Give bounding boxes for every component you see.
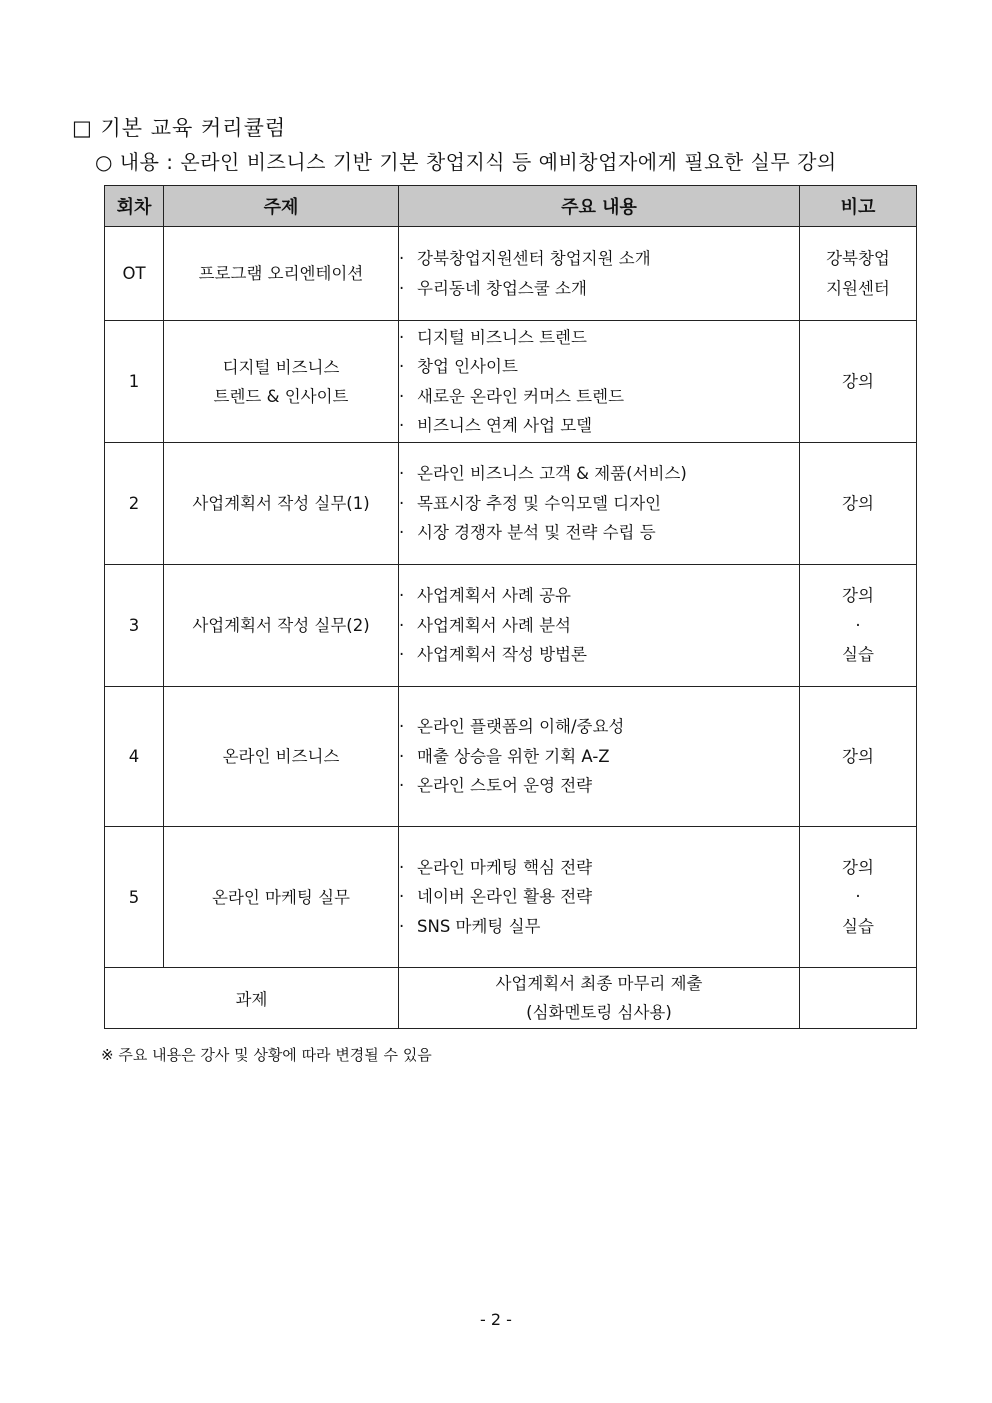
bullet-dot: · (399, 586, 405, 606)
table-row (105, 321, 917, 443)
table-row (105, 227, 917, 321)
topic-line: 디지털 비즈니스 (222, 357, 340, 377)
content-item (399, 640, 799, 670)
note-line: 강의 (842, 746, 874, 766)
content-text: 온라인 플랫폼의 이해/중요성 (417, 717, 625, 737)
bullet-dot: · (399, 776, 405, 796)
session-cell: 1 (105, 321, 164, 443)
note-line: · (855, 887, 861, 907)
header-note: 비고 (800, 186, 917, 227)
assignment-row (105, 968, 917, 1029)
assignment-note (800, 968, 917, 1029)
content-item (399, 581, 799, 611)
table-row (105, 687, 917, 827)
contents-cell (399, 687, 800, 827)
section-heading: □ 기본 교육 커리큘럼 (72, 116, 287, 140)
content-text: 목표시장 추정 및 수익모델 디자인 (417, 493, 662, 513)
table-row (105, 443, 917, 565)
content-item (399, 771, 799, 801)
topic-cell (164, 565, 399, 687)
table-row (105, 827, 917, 968)
bullet-dot: · (399, 916, 405, 936)
content-text: 비즈니스 연계 사업 모델 (417, 416, 593, 435)
session-cell: 2 (105, 443, 164, 565)
assignment-content (399, 968, 800, 1029)
bullet-dot: · (399, 746, 405, 766)
content-item (399, 882, 799, 912)
session-cell: 5 (105, 827, 164, 968)
contents-cell (399, 227, 800, 321)
contents-cell (399, 565, 800, 687)
header-session: 회차 (105, 186, 164, 227)
session-cell: 4 (105, 687, 164, 827)
content-text: 시장 경쟁자 분석 및 전략 수립 등 (417, 523, 656, 543)
contents-cell (399, 827, 800, 968)
content-item (399, 712, 799, 742)
content-item (399, 853, 799, 883)
content-item (399, 352, 799, 382)
topic-cell (164, 321, 399, 443)
note-cell (800, 321, 917, 443)
topic-cell (164, 827, 399, 968)
content-text: 디지털 비즈니스 트렌드 (417, 327, 587, 347)
note-cell (800, 565, 917, 687)
topic-line: 트렌드 & 인사이트 (213, 386, 349, 406)
session-cell: OT (105, 227, 164, 321)
header-topic: 주제 (164, 186, 399, 227)
topic-line: 프로그램 오리엔테이션 (198, 264, 364, 283)
topic-cell (164, 227, 399, 321)
topic-line: 사업계획서 작성 실무(2) (192, 616, 370, 635)
content-text: 매출 상승을 위한 기획 A-Z (417, 746, 610, 766)
content-item (399, 244, 799, 274)
content-item (399, 382, 799, 412)
bullet-dot: · (399, 857, 405, 877)
topic-line: 온라인 비즈니스 (222, 747, 340, 766)
assignment-label: 과제 (105, 968, 399, 1029)
note-cell (800, 687, 917, 827)
bullet-dot: · (399, 327, 405, 347)
note-line: 강의 (842, 371, 874, 391)
bullet-dot: · (399, 386, 405, 406)
table-row (105, 565, 917, 687)
note-line: 실습 (842, 645, 874, 665)
bullet-dot: · (399, 464, 405, 484)
note-line: 지원센터 (826, 278, 890, 298)
content-text: 사업계획서 사례 공유 (417, 586, 571, 606)
bullet-dot: · (399, 249, 405, 268)
note-line: 실습 (842, 916, 874, 936)
topic-line: 온라인 마케팅 실무 (211, 887, 350, 907)
content-text: 새로운 온라인 커머스 트렌드 (417, 386, 625, 406)
section-description: ○ 내용 : 온라인 비즈니스 기반 기본 창업지식 등 예비창업자에게 필요한 실무 강의 (95, 150, 837, 174)
content-item (399, 411, 799, 441)
content-text: 온라인 비즈니스 고객 & 제품(서비스) (417, 464, 687, 484)
content-text: 강북창업지원센터 창업지원 소개 (417, 249, 651, 268)
bullet-dot: · (399, 357, 405, 376)
assignment-line: 사업계획서 최종 마무리 제출 (495, 973, 703, 993)
note-line: · (855, 615, 861, 635)
bullet-dot: · (399, 717, 405, 737)
bullet-dot: · (399, 278, 405, 298)
content-text: 우리동네 창업스쿨 소개 (417, 278, 587, 298)
note-cell (800, 227, 917, 321)
content-text: SNS 마케팅 실무 (417, 916, 541, 936)
note-cell (800, 443, 917, 565)
content-item (399, 323, 799, 353)
header-contents: 주요 내용 (399, 186, 800, 227)
bullet-dot: · (399, 416, 405, 435)
footnote: ※ 주요 내용은 강사 및 상황에 따라 변경될 수 있음 (101, 1046, 432, 1064)
content-text: 창업 인사이트 (417, 357, 518, 376)
bullet-dot: · (399, 645, 405, 665)
assignment-line: (심화멘토링 심사용) (526, 1003, 672, 1022)
content-item (399, 611, 799, 641)
bullet-dot: · (399, 887, 405, 907)
content-text: 온라인 스토어 운영 전략 (417, 776, 593, 796)
page-number: - 2 - (480, 1310, 512, 1329)
topic-cell (164, 687, 399, 827)
note-cell (800, 827, 917, 968)
content-text: 네이버 온라인 활용 전략 (417, 887, 593, 907)
bullet-dot: · (399, 493, 405, 513)
bullet-dot: · (399, 523, 405, 543)
contents-cell (399, 321, 800, 443)
note-line: 강의 (842, 586, 874, 606)
content-item (399, 518, 799, 548)
topic-line: 사업계획서 작성 실무(1) (192, 494, 370, 513)
content-text: 온라인 마케팅 핵심 전략 (417, 857, 593, 877)
content-text: 사업계획서 사례 분석 (417, 615, 571, 635)
topic-cell (164, 443, 399, 565)
content-item (399, 742, 799, 772)
session-cell: 3 (105, 565, 164, 687)
content-item (399, 489, 799, 519)
note-line: 강북창업 (826, 249, 890, 268)
contents-cell (399, 443, 800, 565)
content-item (399, 912, 799, 942)
note-line: 강의 (842, 857, 874, 877)
content-item (399, 459, 799, 489)
note-line: 강의 (842, 493, 874, 513)
bullet-dot: · (399, 615, 405, 635)
content-item (399, 274, 799, 304)
curriculum-table (104, 185, 917, 1029)
table-header-row (105, 186, 917, 227)
content-text: 사업계획서 작성 방법론 (417, 645, 587, 665)
